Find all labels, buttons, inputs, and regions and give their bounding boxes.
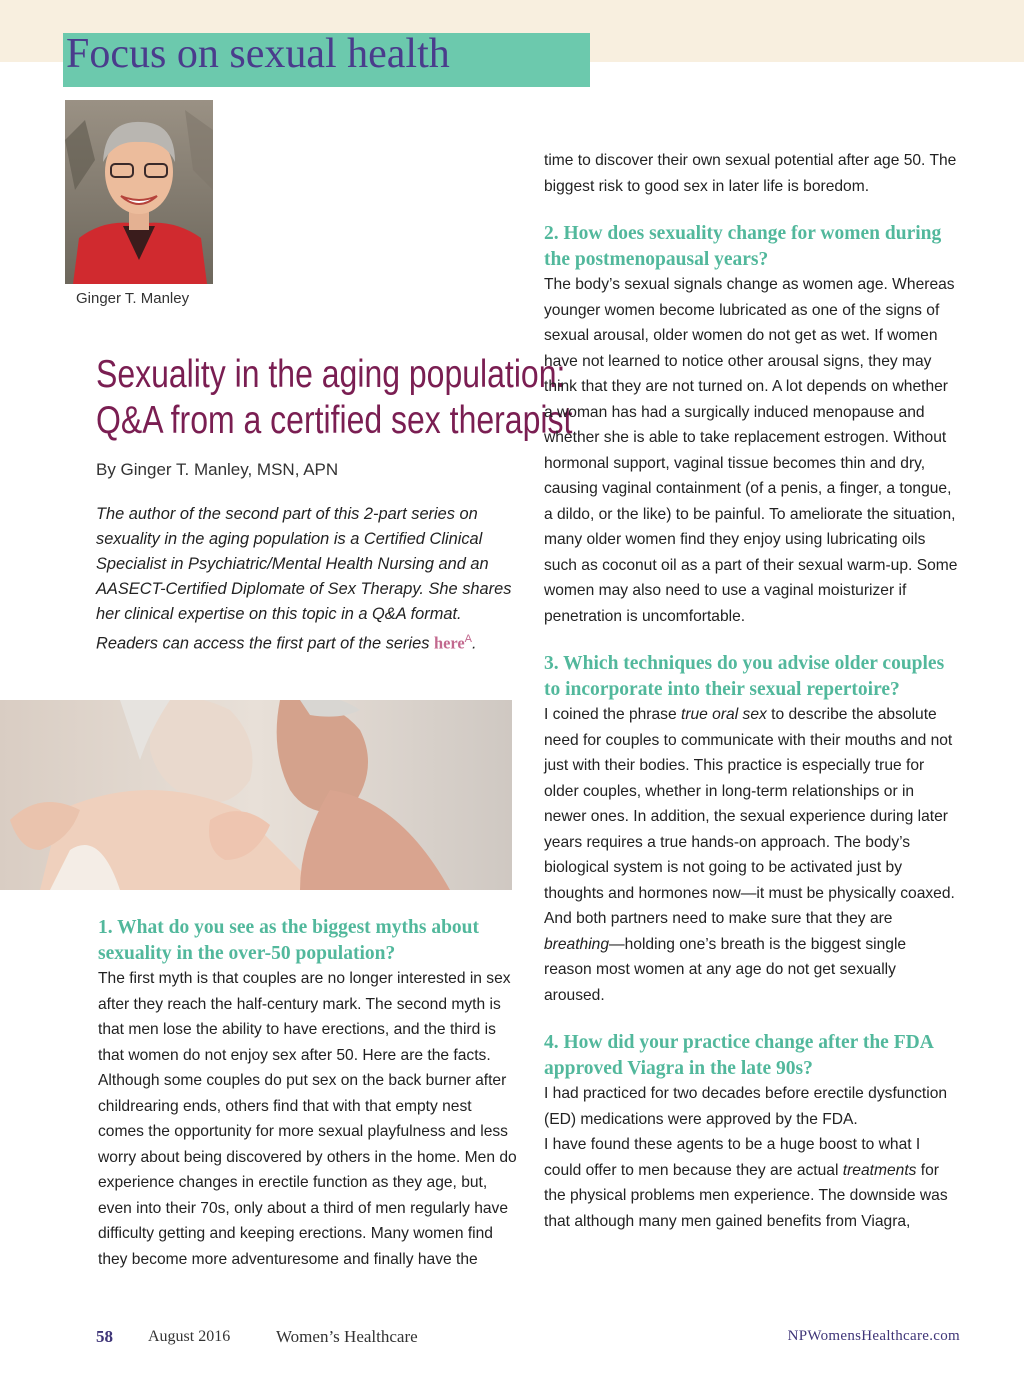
question-3: 3. Which techniques do you advise older couples to incorporate into their sexual repertoire? bbox=[544, 653, 945, 700]
question-1: 1. What do you see as the biggest myths about sexuality in the over-50 population? bbox=[98, 917, 480, 964]
answer-3 bbox=[544, 702, 958, 1008]
page-number: 58 bbox=[96, 1327, 113, 1346]
answer-3-emphasis-2: breathing bbox=[544, 935, 610, 953]
answer-4-start: I have found these agents to be a huge boost to what I could offer to men because they are actual bbox=[544, 1136, 921, 1179]
left-column bbox=[98, 915, 518, 1272]
answer-4-emphasis: treatments bbox=[842, 1161, 917, 1179]
here-link-marker: A bbox=[464, 633, 472, 645]
section-title: Focus on sexual health bbox=[66, 31, 450, 77]
question-2: 2. How does sexuality change for women during the postmenopausal years? bbox=[544, 223, 942, 270]
answer-3-end: —holding one’s breath is the biggest single reason most women at any age do not get sexually aroused. bbox=[544, 935, 907, 1004]
answer-3-emphasis-1: true oral sex bbox=[680, 706, 767, 723]
intro-end: . bbox=[472, 634, 477, 653]
photo-caption: Ginger T. Manley bbox=[76, 290, 190, 307]
article-title-line-1: Sexuality in the aging population: bbox=[96, 353, 566, 396]
intro-paragraph bbox=[96, 502, 512, 656]
website-link[interactable]: NPWomensHealthcare.com bbox=[787, 1328, 960, 1344]
couple-photo bbox=[0, 700, 512, 890]
byline: By Ginger T. Manley, MSN, APN bbox=[96, 460, 339, 479]
answer-4-paragraph-2 bbox=[544, 1132, 958, 1234]
right-column bbox=[544, 148, 958, 1234]
publication-name: Women’s Healthcare bbox=[276, 1327, 418, 1346]
issue-date: August 2016 bbox=[148, 1328, 231, 1345]
answer-4-paragraph-1: I had practiced for two decades before erectile dysfunction (ED) medications were approved by the FDA. bbox=[544, 1085, 948, 1128]
answer-1: The first myth is that couples are no longer interested in sex after they reach the half-century mark. The second myth is that men lose the ability to have erections, and the third is that women do not enjoy sex after 50. Here are the facts. Although some couples do put sex on the back burner after childrearing ends, others find that with that empty nest comes the opportunity for more sexual playfulness and less worry about being discovered by others in the home. Men do experience changes in erectile function as they age, but, even into their 70s, only about a third of men regularly have difficulty getting and keeping erections. Many women find they become more adventuresome and finally have the bbox=[98, 970, 517, 1268]
answer-4-end: for the physical problems men experience. The downside was that although many men gained benefits from Viagra, bbox=[544, 1161, 948, 1230]
answer-1-continued: time to discover their own sexual potential after age 50. The biggest risk to good sex in later life is boredom. bbox=[544, 152, 957, 195]
question-4: 4. How did your practice change after the FDA approved Viagra in the late 90s? bbox=[544, 1032, 933, 1079]
article-title bbox=[96, 352, 573, 444]
answer-3-start: I coined the phrase bbox=[544, 706, 681, 723]
answer-2: The body’s sexual signals change as women age. Whereas younger women become lubricated as one of the signs of sexual arousal, older women do not get as wet. If women have not learned to notice other arousal signs, they may think that they are not turned on. A lot depends on whether a woman has had a surgically induced menopause and whether she is able to take replacement estrogen. Without hormonal support, vaginal tissue becomes thin and dry, causing vaginal containment (of a penis, a finger, a tongue, a dildo, or the like) to be painful. To ameliorate the situation, many older women find they enjoy using lubricating oils such as coconut oil as a part of their sexual warm-up. Some women may also need to use a vaginal moisturizer if penetration is uncomfortable. bbox=[544, 276, 958, 625]
article-title-line-2: Q&A from a certified sex therapist bbox=[96, 399, 573, 442]
here-link[interactable]: here bbox=[434, 633, 465, 653]
author-photo bbox=[65, 100, 213, 284]
intro-text: The author of the second part of this 2-part series on sexuality in the aging population is a Certified Clinical Specialist in Psychiatric/Mental Health Nursing and an AASECT-Certified Diplomate of Sex Therapy. She shares her clinical expertise on this topic in a Q&A format. Readers can access the first part of the series bbox=[96, 505, 512, 653]
answer-3-middle: to describe the absolute need for couples to communicate with their mouths and not just with their bodies. This practice is especially true for older couples, whether in long-term relationships or in newer ones. In addition, the sexual experience during later years requires a true hands-on approach. The body’s biological system is not going to be activated just by thoughts and hormones now—it must be physically coaxed. And both partners need to make sure that they are bbox=[544, 706, 955, 927]
